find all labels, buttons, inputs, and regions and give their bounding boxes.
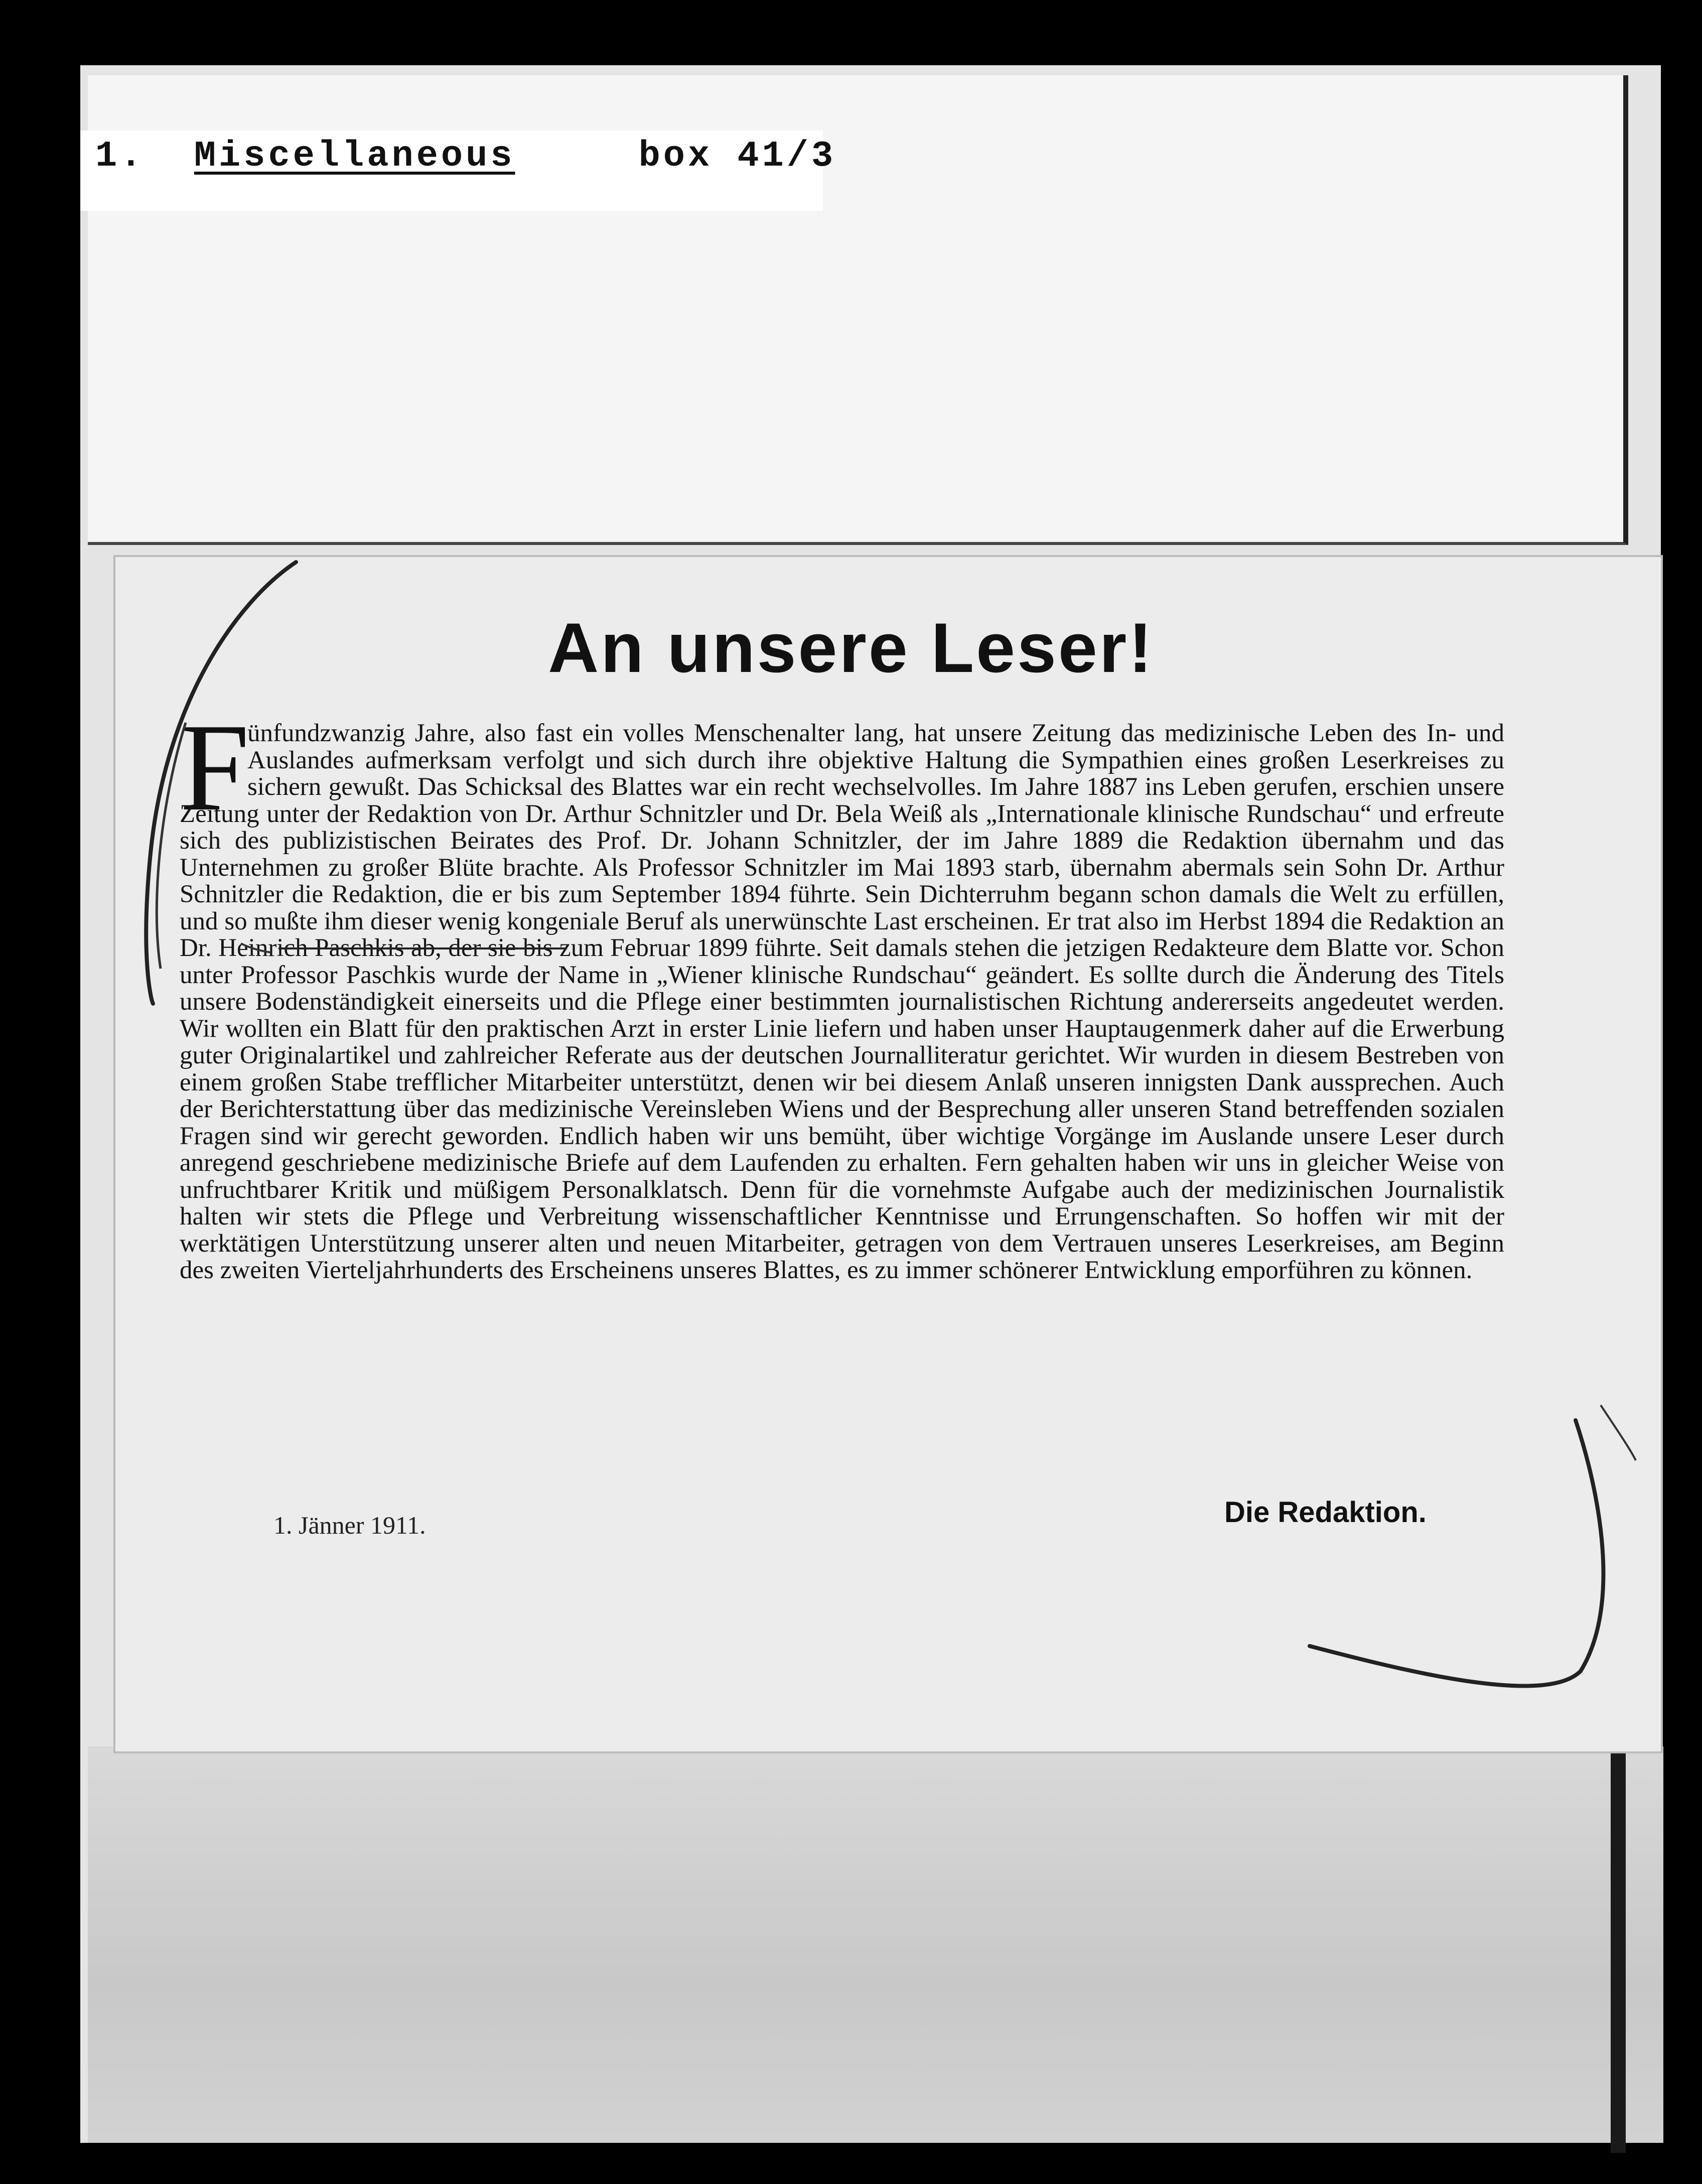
label-category: Miscellaneous: [194, 135, 515, 177]
article-body: [180, 720, 1504, 1284]
lower-edge-shadow: [1611, 1736, 1626, 2153]
lower-backing: [88, 1746, 1663, 2143]
article-date: 1. Jänner 1911.: [273, 1511, 426, 1539]
label-number: 1.: [95, 135, 145, 177]
drop-cap: F: [180, 698, 250, 837]
article-signature: Die Redaktion.: [1224, 1496, 1427, 1529]
article-text: ünfundzwanzig Jahre, also fast ein volles Menschenalter lang, hat unsere Zeitung das medizinische Leben des In- und Auslandes aufmerksam verfolgt und sich durch ihre objektive Haltung die Sympathien eines großen Leserkreises zu sichern gewußt. Das Schicksal des Blattes war ein recht wechselvolles. Im Jahre 1887 ins Leben gerufen, erschien unsere Zeitung unter der Redaktion von Dr. Arthur Schnitzler und Dr. Bela Weiß als „Internationale klinische Rundschau“ und erfreute sich des publizistischen Beirates des Prof. Dr. Johann Schnitzler, der im Jahre 1889 die Redaktion übernahm und das Unternehmen zu großer Blüte brachte. Als Professor Schnitzler im Mai 1893 starb, übernahm abermals sein Sohn Dr. Arthur Schnitzler die Redaktion, die er bis zum September 1894 führte. Sein Dichterruhm begann schon damals die Welt zu erfüllen, und so mußte ihm dieser wenig kongeniale Beruf als unerwünschte Last erscheinen. Er trat also im Herbst 1894 die Redaktion an Dr. Heinrich Paschkis ab, der sie bis zum Februar 1899 führte. Seit damals stehen die jetzigen Redakteure dem Blatte vor. Schon unter Professor Paschkis wurde der Name in „Wiener klinische Rundschau“ geändert. Es sollte durch die Änderung des Titels unsere Bodenständigkeit einerseits und die Pflege einer bestimmten journalistischen Richtung andererseits angedeutet werden. Wir wollten ein Blatt für den praktischen Arzt in erster Linie liefern und haben unser Hauptaugenmerk daher auf die Erwerbung guter Originalartikel und zahlreicher Referate aus der deutschen Journalliteratur gerichtet. Wir wurden in diesem Bestreben von einem großen Stabe trefflicher Mitarbeiter unterstützt, denen wir bei diesem Anlaß unseren innigsten Dank aussprechen. Auch der Berichterstattung über das medizinische Vereinsleben Wiens und der Besprechung aller unseren Stand betreffenden sozialen Fragen sind wir gerecht geworden. Endlich haben wir uns bemüht, über wichtige Vorgänge im Auslande unsere Leser durch anregend geschriebene medizinische Briefe auf dem Laufenden zu erhalten. Fern gehalten haben wir uns in gleicher Weise von unfruchtbarer Kritik und müßigem Personalklatsch. Denn für die vornehmste Aufgabe auch der medizinischen Journalistik halten wir stets die Pflege und Verbreitung wissenschaftlicher Kenntnisse und Errungenschaften. So hoffen wir mit der werktätigen Unterstützung unserer alten und neuen Mitarbeiter, getragen von dem Vertrauen unseres Leserkreises, am Beginn des zweiten Vierteljahrhunderts des Erscheinens unseres Blattes, es zu immer schönerer Entwicklung emporführen zu können.: [180, 719, 1504, 1284]
label-box: box 41/3: [638, 135, 836, 177]
drop-cap-spacer: [180, 720, 247, 799]
archive-label: [95, 135, 836, 177]
article-headline: An unsere Leser!: [548, 608, 1154, 687]
